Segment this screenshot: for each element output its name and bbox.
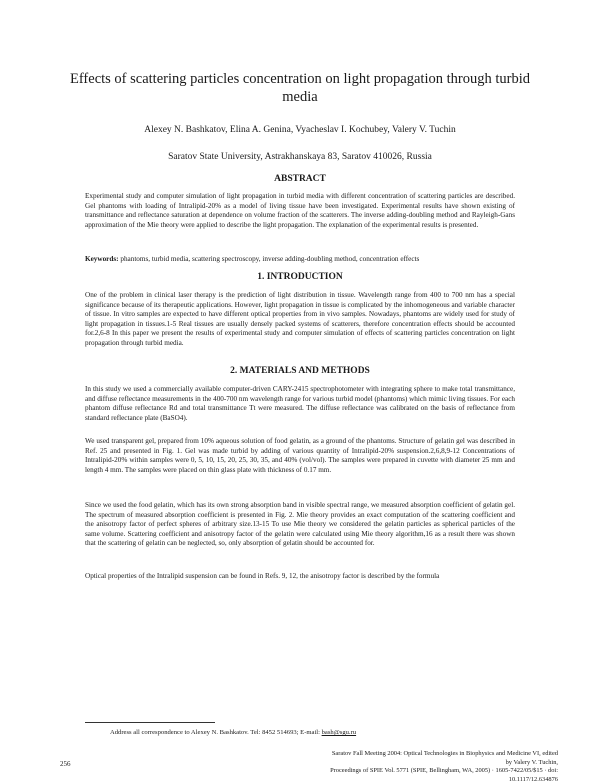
keywords-text: phantoms, turbid media, scattering spectroscopy, inverse adding-doubling method, concentration effects	[120, 255, 420, 263]
footnote-rule	[85, 722, 215, 723]
keywords-label: Keywords:	[85, 255, 119, 263]
affiliation: Saratov State University, Astrakhanskaya 83, Saratov 410026, Russia	[168, 152, 432, 162]
footnote-text: Address all correspondence to Alexey N. Bashkatov. Tel: 8452 514693; E-mail:	[110, 729, 320, 736]
paper-title: Effects of scattering particles concentration on light propagation through turbid media	[70, 71, 530, 105]
page-number: 256	[60, 760, 71, 768]
proceedings-citation	[328, 750, 558, 784]
methods-paragraph-3: Since we used the food gelatin, which has its own strong absorption band in visible spectral range, we measured absorption coefficient of gelatin gel. The spectrum of measured absorption coefficient is presented in Fig. 2. Mie theory provides an exact computation of the scattering coefficient and the anisotropy factor of perfect spheres of arbitrary size.13-15 To use Mie theory we considered the gelatin particles as spherical particles of the same volume. Scattering coefficient and anisotropy factor of the gelatin were calculated using Mie theory algorithm,16 as a result there was shown that the scattering of gelatin can be neglected, so, only absorption of gelatin should be accounted for.	[85, 501, 515, 547]
introduction-text: One of the problem in clinical laser therapy is the prediction of light distribution in tissue. Wavelength range from 400 to 700 nm has a special significance because of its therapeutic applications. However, light propagation in tissue is complicated by the inhomogeneous and variable character of tissue. In vitro samples are expected to have different optical properties from in vivo samples. Nowadays, phantoms are widely used for study of light propagation in tissues.1-5 Real tissues are usually densely packed systems of scatterers, therefore concentration effects should be accounted for.2,6-8 In this paper we present the results of experimental study and computer simulation of effects of scattering particles concentration on light propagation through turbid media.	[85, 291, 515, 347]
abstract-heading: ABSTRACT	[274, 174, 326, 184]
correspondence-footnote	[110, 729, 530, 737]
abstract-text: Experimental study and computer simulation of light propagation in turbid media with different concentration of scattering particles are described. Gel phantoms with loading of Intralipid-20% as a model of living tissue have been investigated. Experimental results have shown existing of transmittance and reflectance saturation at dependence on volume fraction of the scatterers. The inverse adding-doubling method and Rayleigh-Gans approximation of the Mie theory were applied to describe the light propagation. The explanation of the experimental results is presented.	[85, 192, 515, 229]
keywords	[85, 255, 515, 265]
methods-paragraph-4: Optical properties of the Intralipid suspension can be found in Refs. 9, 12, the anisotropy factor is described by the formula	[85, 572, 440, 580]
introduction-heading: 1. INTRODUCTION	[257, 272, 343, 282]
footnote-email-link[interactable]: bash@sgu.ru	[321, 729, 357, 736]
author-list: Alexey N. Bashkatov, Elina A. Genina, Vyacheslav I. Kochubey, Valery V. Tuchin	[144, 125, 456, 135]
citation-line-2: Proceedings of SPIE Vol. 5771 (SPIE, Bellingham, WA, 2005) · 1605-7422/05/$15 · doi: 10.1117/12.634876	[330, 767, 558, 783]
methods-heading: 2. MATERIALS AND METHODS	[230, 366, 370, 376]
citation-line-1: Saratov Fall Meeting 2004: Optical Technologies in Biophysics and Medicine VI, edited by Valery V. Tuchin,	[331, 750, 558, 766]
methods-paragraph-2: We used transparent gel, prepared from 10% aqueous solution of food gelatin, as a ground of the phantoms. Structure of gelatin gel was described in Ref. 25 and presented in Fig. 1. Gel was made turbid by adding of various quantity of Intralipid-20% suspension.2,6,8,9-12 Concentrations of Intralipid-20% within samples were 0, 5, 10, 15, 20, 25, 30, 35, and 40% (vol/vol). The samples were prepared in cuvette with diameter 25 mm and length 4 mm. The samples were placed on thin glass plate with thickness of 0.17 mm.	[85, 437, 515, 474]
methods-paragraph-1: In this study we used a commercially available computer-driven CARY-2415 spectrophotometer with integrating sphere to make total transmittance, and diffuse reflectance measurements in the 400-700 nm wavelength range for various turbid model (phantoms) which mimic living tissues. For each phantom diffuse reflectance Rd and total transmittance Tt were measured. The diffuse reflectance was calibrated on the basis of reflectance from standard reflectance plate (BaSO4).	[85, 385, 515, 422]
